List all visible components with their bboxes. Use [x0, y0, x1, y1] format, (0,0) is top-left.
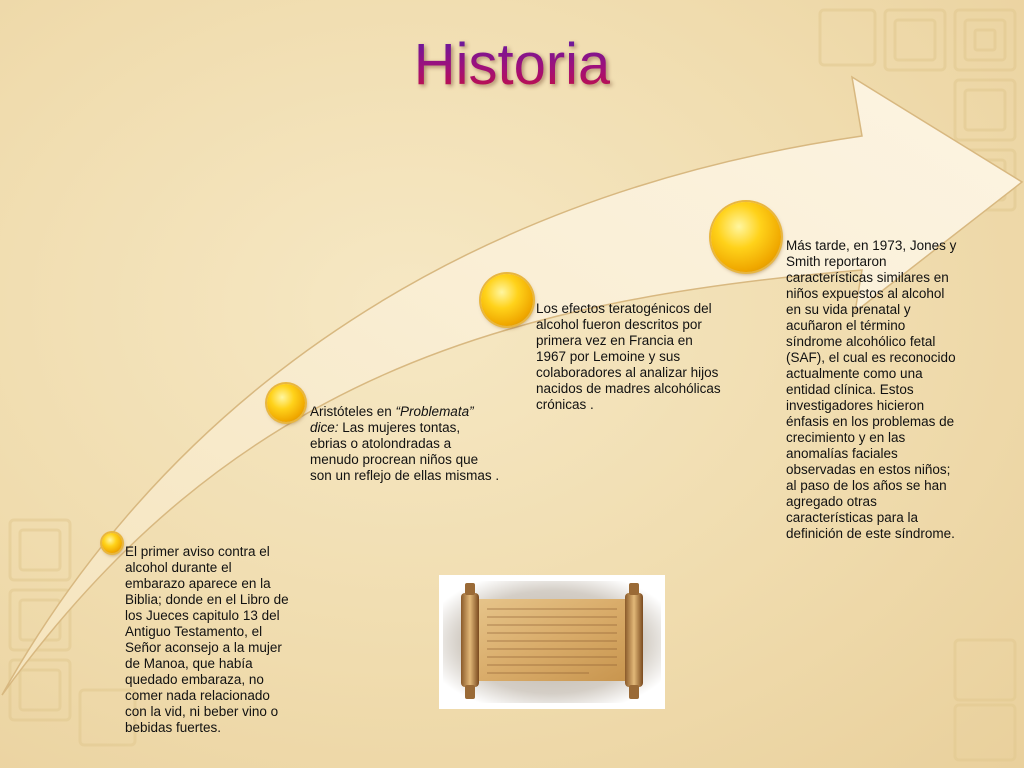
gold-circle-icon [267, 384, 305, 422]
event-text-4: Más tarde, en 1973, Jones y Smith reportaron características similares en niños expuestos al alcohol en su vida prenatal y acuñaron el término síndrome alcohólico fetal (SAF), el cual es reconocido actualmente como una entidad clínica. Estos investigadores hicieron énfasis en los problemas de crecimiento y en las anomalías faciales observadas en estos niños; al paso de los años se han agregado otras características para la definición de este síndrome. [786, 238, 957, 541]
scroll-image [439, 575, 665, 709]
gold-circle-icon [711, 202, 781, 272]
gold-circle-icon [481, 274, 533, 326]
scroll-icon [439, 575, 665, 709]
event-text-2-italic: “Problemata” dice: [310, 404, 474, 435]
event-text-2-before: Aristóteles en [310, 404, 396, 419]
event-text-1: El primer aviso contra el alcohol durante el embarazo aparece en la Biblia; donde en el Libro de los Jueces capitulo 13 del Antiguo Testamento, el Señor aconsejo a la mujer de Manoa, que había quedado embaraza, no comer nada relacionado con la vid, ni beber vino o bebidas fuertes. [125, 544, 289, 735]
gold-circle-icon [102, 533, 122, 553]
event-text-2 [310, 404, 500, 484]
event-text-2-after: Las mujeres tontas, ebrias o atolondradas a menudo procrean niños que son un reflejo de ellas mismas . [310, 420, 500, 483]
page-title: Historia [413, 32, 611, 97]
event-text-3: Los efectos teratogénicos del alcohol fueron descritos por primera vez en Francia en 1967 por Lemoine y sus colaboradores al analizar hijos nacidos de madres alcohólicas crónicas . [536, 301, 721, 412]
